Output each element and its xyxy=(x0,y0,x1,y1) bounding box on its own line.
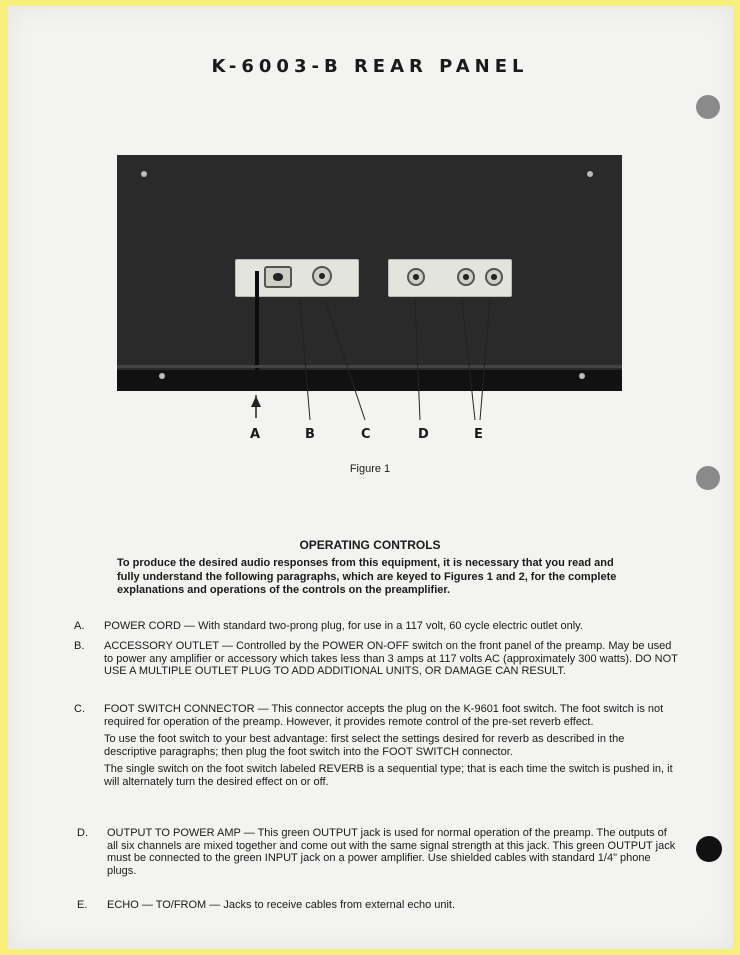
item-text: To use the foot switch to your best advantage: first select the settings desired for reverb as described in the descriptive paragraphs; then plug the foot switch into the FOOT SWITCH connector. xyxy=(104,733,625,758)
section-heading: OPERATING CONTROLS xyxy=(299,538,441,552)
manual-page xyxy=(8,6,733,949)
item-text: FOOT SWITCH CONNECTOR — This connector accepts the plug on the K-9601 foot switch. The foot switch is not required for operation of the preamp. However, it provides remote control of the pre-set reverb effect. xyxy=(104,703,664,728)
item-text: ECHO — TO/FROM — Jacks to receive cables from external echo unit. xyxy=(107,899,456,911)
figure-caption: Figure 1 xyxy=(349,463,391,475)
intro-paragraph: To produce the desired audio responses from this equipment, it is necessary that you read and fully understand the following paragraphs, which are keyed to Figures 1 and 2, for the complete explanations and operations of the controls on the preamplifier. xyxy=(117,557,617,596)
callout-a: A xyxy=(250,427,261,442)
item-text: The single switch on the foot switch labeled REVERB is a sequential type; that is each time the switch is pushed in, it will alternately turn the desired effect on or off. xyxy=(104,763,673,788)
item-text: POWER CORD — With standard two-prong plug, for use in a 117 volt, 60 cycle electric outlet only. xyxy=(104,620,583,632)
echo-from-jack xyxy=(485,268,503,286)
binder-hole-bottom xyxy=(696,836,722,862)
binder-hole-top xyxy=(696,95,720,119)
item-label: A. xyxy=(74,620,85,632)
callout-e: E xyxy=(474,427,483,442)
output-jack xyxy=(407,268,425,286)
callout-d: D xyxy=(418,427,429,442)
item-label: D. xyxy=(77,827,88,839)
accessory-outlet-socket xyxy=(264,266,292,288)
item-text: ACCESSORY OUTLET — Controlled by the POWER ON-OFF switch on the front panel of the preamp. May be used to power any amplifier or accessory which takes less than 3 amps at 117 volts AC (approximately 300 watts). DO NOT USE A MULTIPLE OUTLET PLUG TO ADD ADDITIONAL UNITS, OR DAMAGE CAN RESULT. xyxy=(104,640,678,677)
page-title: K-6003-B REAR PANEL xyxy=(211,56,529,77)
item-text: OUTPUT TO POWER AMP — This green OUTPUT jack is used for normal operation of the preamp. The outputs of all six channels are mixed together and come out with the same signal strength at this jack. This green OUTPUT jack must be connected to the green INPUT jack on a power amplifier. Use shielded cables with standard 1/4" phone plugs. xyxy=(107,827,676,877)
item-label: B. xyxy=(74,640,85,652)
callout-b: B xyxy=(305,427,315,442)
rear-panel-photo xyxy=(117,155,622,391)
output-plate xyxy=(388,259,512,297)
item-label: C. xyxy=(74,703,85,715)
power-plate xyxy=(235,259,359,297)
callout-c: C xyxy=(361,427,371,442)
foot-switch-connector xyxy=(312,266,332,286)
item-label: E. xyxy=(77,899,88,911)
echo-to-jack xyxy=(457,268,475,286)
